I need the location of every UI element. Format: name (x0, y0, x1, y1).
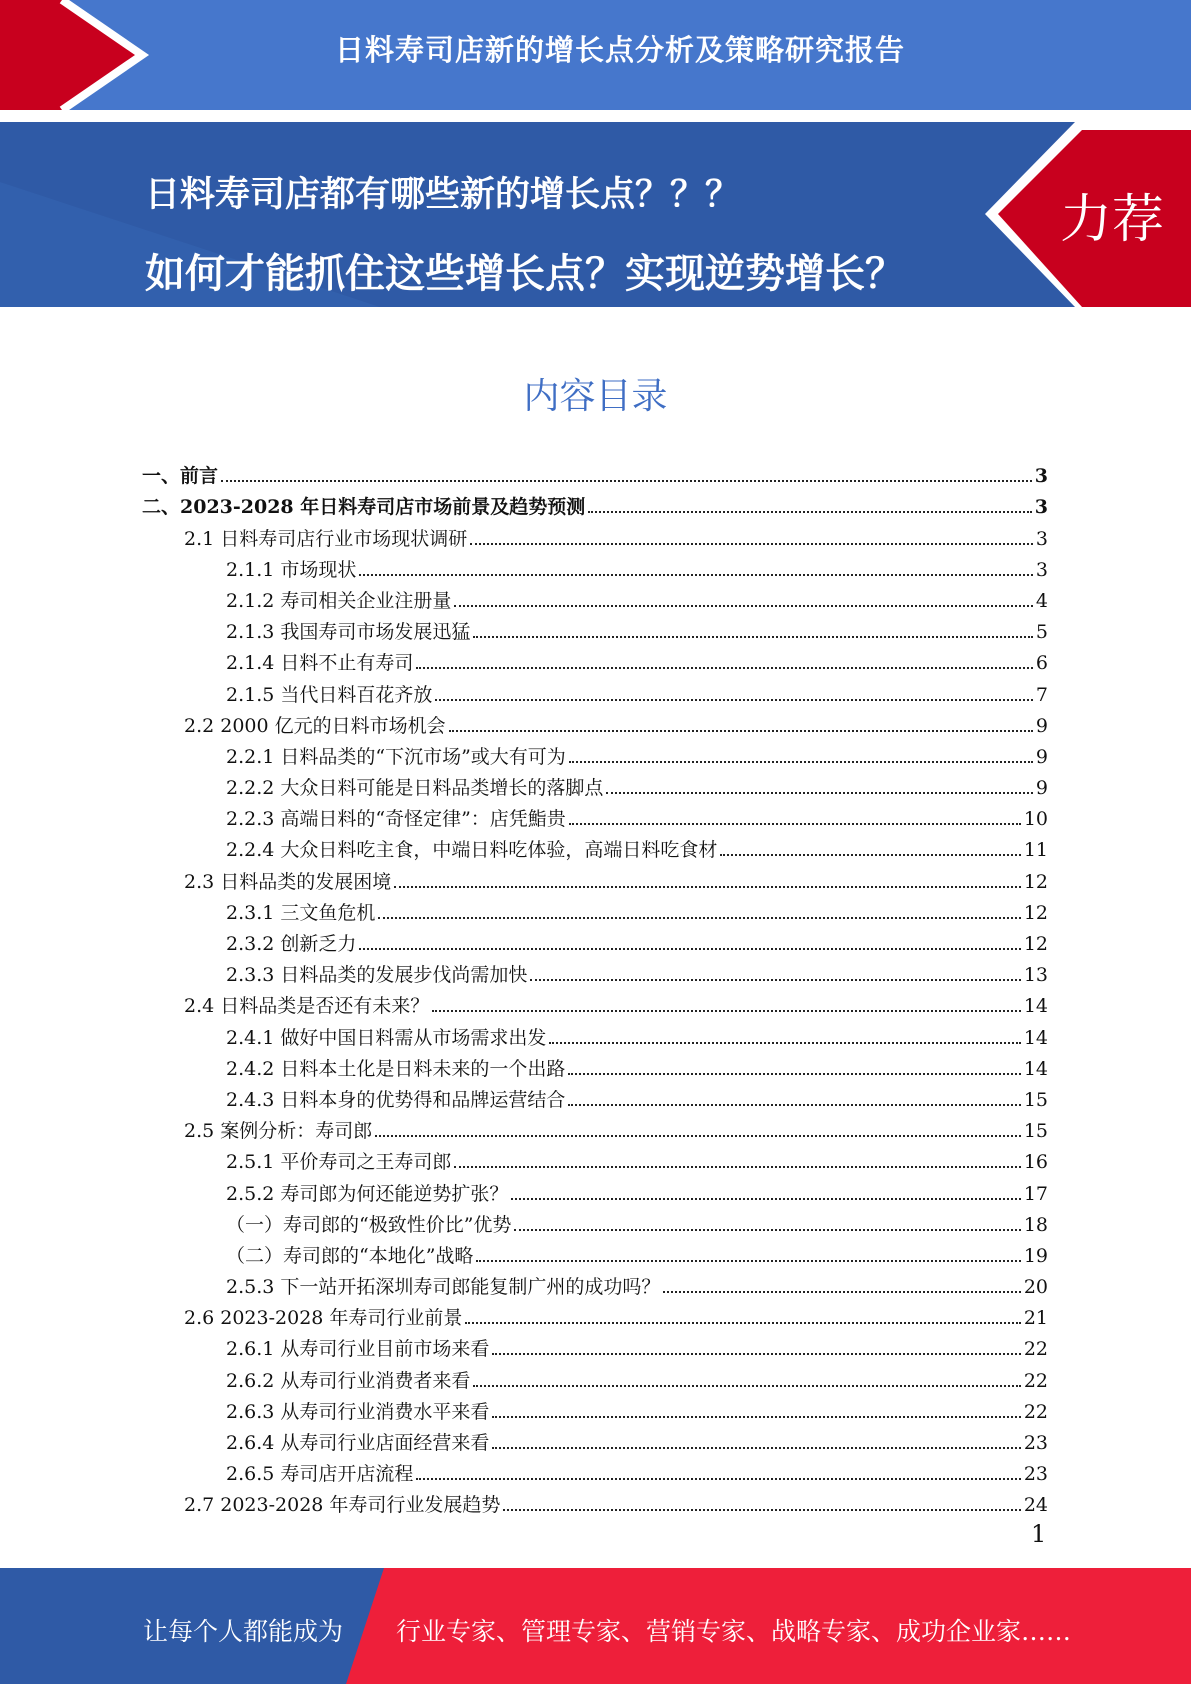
toc-entry-label: 2.6 2023-2028 年寿司行业前景 (184, 1307, 463, 1330)
toc-leader-dots (378, 917, 1020, 919)
toc-leader-dots (449, 730, 1033, 732)
toc-entry-label: 2.2 2000 亿元的日料市场机会 (184, 714, 446, 737)
toc-leader-dots (511, 1198, 1020, 1200)
toc-entry-label: 2.5.2 寿司郎为何还能逆势扩张？ (226, 1182, 509, 1205)
toc-entry-page: 9 (1035, 714, 1048, 737)
toc-entry[interactable] (142, 645, 1048, 676)
toc-entry-label: 2.4 日料品类是否还有未来？ (184, 995, 430, 1018)
toc-entry[interactable] (142, 1362, 1048, 1393)
toc-entry-label: 2.2.2 大众日料可能是日料品类增长的落脚点 (226, 777, 604, 800)
table-of-contents (142, 458, 1048, 1518)
toc-entry-page: 12 (1023, 870, 1048, 893)
toc-entry-label: 2.3.3 日料品类的发展步伐尚需加快 (226, 964, 528, 987)
toc-entry-label: 2.4.3 日料本身的优势得和品牌运营结合 (226, 1088, 566, 1111)
toc-entry-label: 2.3.2 创新乏力 (226, 933, 357, 955)
toc-leader-dots (359, 948, 1020, 950)
toc-entry-page: 14 (1023, 1026, 1048, 1049)
toc-leader-dots (549, 1042, 1020, 1044)
toc-entry[interactable] (142, 1300, 1048, 1331)
toc-entry-page: 15 (1023, 1088, 1048, 1111)
toc-leader-dots (569, 823, 1021, 825)
toc-entry-page: 6 (1035, 652, 1048, 675)
footer-roles: 行业专家、管理专家、营销专家、战略专家、成功企业家…… (396, 1617, 1072, 1646)
toc-leader-dots (473, 1385, 1020, 1387)
toc-entry-label: 2.6.2 从寿司行业消费者来看 (226, 1369, 471, 1392)
toc-entry[interactable] (142, 988, 1048, 1019)
toc-entry[interactable] (142, 1487, 1048, 1518)
toc-entry-page: 9 (1035, 745, 1048, 768)
toc-entry[interactable] (142, 1456, 1048, 1487)
toc-entry-page: 21 (1023, 1307, 1048, 1330)
toc-entry[interactable] (142, 1113, 1048, 1144)
toc-entry-page: 3 (1034, 465, 1048, 488)
toc-entry[interactable] (142, 957, 1048, 988)
toc-entry[interactable] (142, 1269, 1048, 1300)
toc-leader-dots (375, 1135, 1021, 1137)
recommend-badge: 力荐 (1060, 190, 1165, 250)
toc-entry-page: 4 (1035, 589, 1048, 612)
toc-entry-label: 2.4.2 日料本土化是日料未来的一个出路 (226, 1057, 566, 1080)
toc-leader-dots (514, 1229, 1020, 1231)
toc-entry[interactable] (142, 614, 1048, 645)
toc-entry-page: 24 (1023, 1494, 1048, 1517)
toc-entry[interactable] (142, 552, 1048, 583)
toc-entry-label: 2.7 2023-2028 年寿司行业发展趋势 (184, 1494, 501, 1517)
toc-entry[interactable] (142, 895, 1048, 926)
toc-entry-label: 2.1.5 当代日料百花齐放 (226, 683, 433, 706)
toc-leader-dots (503, 1509, 1020, 1511)
toc-entry[interactable] (142, 801, 1048, 832)
toc-entry-label: 二、2023-2028 年日料寿司店市场前景及趋势预测 (142, 496, 586, 519)
toc-entry-label: （二）寿司郎的“本地化”战略 (226, 1244, 474, 1267)
toc-entry[interactable] (142, 1331, 1048, 1362)
toc-entry-label: 2.6.3 从寿司行业消费水平来看 (226, 1400, 490, 1423)
toc-leader-dots (663, 1291, 1020, 1293)
toc-entry[interactable] (142, 926, 1048, 957)
toc-entry-page: 9 (1035, 777, 1048, 800)
toc-entry[interactable] (142, 832, 1048, 863)
toc-leader-dots (221, 480, 1032, 482)
toc-entry[interactable] (142, 1019, 1048, 1050)
toc-leader-dots (492, 1416, 1020, 1418)
toc-entry-page: 3 (1034, 496, 1048, 519)
toc-entry-label: 2.1.2 寿司相关企业注册量 (226, 589, 452, 612)
toc-leader-dots (720, 854, 1020, 856)
toc-entry[interactable] (142, 458, 1048, 489)
toc-entry-label: 2.4.1 做好中国日料需从市场需求出发 (226, 1026, 547, 1049)
toc-entry-page: 5 (1035, 621, 1048, 644)
toc-leader-dots (492, 1447, 1020, 1449)
toc-entry-page: 19 (1023, 1244, 1048, 1267)
toc-entry-page: 23 (1023, 1432, 1048, 1454)
toc-entry[interactable] (142, 583, 1048, 614)
toc-leader-dots (606, 792, 1033, 794)
toc-leader-dots (416, 1478, 1020, 1480)
footer-banner (0, 1568, 1191, 1684)
toc-entry[interactable] (142, 1082, 1048, 1113)
toc-title: 内容目录 (523, 376, 668, 417)
toc-entry[interactable] (142, 520, 1048, 551)
toc-entry-label: 2.5.1 平价寿司之王寿司郎 (226, 1151, 452, 1174)
toc-entry[interactable] (142, 1207, 1048, 1238)
report-title: 日料寿司店新的增长点分析及策略研究报告 (334, 33, 905, 67)
toc-entry-page: 22 (1023, 1369, 1048, 1392)
toc-entry[interactable] (142, 1394, 1048, 1425)
toc-leader-dots (476, 1260, 1020, 1262)
toc-entry-label: 2.6.5 寿司店开店流程 (226, 1463, 414, 1486)
toc-leader-dots (530, 979, 1020, 981)
hero-banner (0, 122, 1191, 307)
toc-entry-label: 2.5.3 下一站开拓深圳寿司郎能复制广州的成功吗？ (226, 1276, 661, 1299)
toc-entry-page: 3 (1035, 558, 1048, 581)
toc-entry-page: 14 (1023, 1057, 1048, 1080)
toc-entry-label: 2.2.3 高端日料的“奇怪定律”：店凭鮨贵 (226, 808, 566, 831)
toc-leader-dots (473, 636, 1033, 638)
toc-entry-label: （一）寿司郎的“极致性价比”优势 (226, 1213, 512, 1236)
toc-entry[interactable] (142, 1144, 1048, 1175)
hero-question-growth-points: 日料寿司店都有哪些新的增长点？？？ (145, 175, 741, 215)
toc-entry-page: 15 (1023, 1120, 1048, 1143)
toc-entry-page: 14 (1023, 995, 1048, 1018)
toc-entry[interactable] (142, 863, 1048, 894)
toc-leader-dots (588, 511, 1032, 513)
toc-entry-page: 13 (1023, 964, 1048, 987)
toc-entry-page: 23 (1023, 1463, 1048, 1486)
toc-entry[interactable] (142, 1175, 1048, 1206)
page-number: 1 (1031, 1520, 1047, 1548)
toc-leader-dots (470, 543, 1033, 545)
toc-leader-dots (454, 1166, 1020, 1168)
toc-entry-label: 2.3.1 三文鱼危机 (226, 901, 376, 924)
toc-entry[interactable] (142, 708, 1048, 739)
toc-entry-label: 2.6.1 从寿司行业目前市场来看 (226, 1338, 490, 1361)
toc-entry[interactable] (142, 1425, 1048, 1456)
toc-entry-label: 2.1.3 我国寿司市场发展迅猛 (226, 621, 471, 644)
toc-entry[interactable] (142, 739, 1048, 770)
toc-leader-dots (454, 605, 1033, 607)
toc-leader-dots (568, 1073, 1020, 1075)
toc-leader-dots (416, 667, 1033, 669)
toc-entry[interactable] (142, 770, 1048, 801)
toc-entry-page: 10 (1023, 808, 1048, 831)
toc-entry-page: 20 (1023, 1276, 1048, 1299)
toc-entry-label: 2.2.4 大众日料吃主食，中端日料吃体验，高端日料吃食材 (226, 839, 718, 862)
toc-entry-label: 2.1.1 市场现状 (226, 558, 357, 581)
hero-question-capture-growth: 如何才能抓住这些增长点？实现逆势增长？ (145, 251, 905, 297)
toc-leader-dots (569, 761, 1033, 763)
toc-entry[interactable] (142, 1238, 1048, 1269)
toc-entry-label: 2.6.4 从寿司行业店面经营来看 (226, 1432, 490, 1454)
toc-entry-page: 17 (1023, 1182, 1048, 1205)
toc-entry-page: 12 (1023, 933, 1048, 955)
toc-entry-page: 7 (1035, 683, 1048, 706)
toc-entry-page: 16 (1023, 1151, 1048, 1174)
toc-entry-page: 11 (1023, 839, 1048, 862)
toc-entry-label: 2.1.4 日料不止有寿司 (226, 652, 414, 675)
toc-entry-page: 22 (1023, 1338, 1048, 1361)
toc-entry-label: 2.2.1 日料品类的“下沉市场”或大有可为 (226, 745, 566, 768)
toc-entry-label: 2.1 日料寿司店行业市场现状调研 (184, 527, 468, 550)
header-banner (0, 0, 1191, 110)
toc-leader-dots (432, 1010, 1021, 1012)
toc-entry-page: 22 (1023, 1400, 1048, 1423)
toc-entry-label: 2.5 案例分析：寿司郎 (184, 1120, 373, 1143)
toc-leader-dots (359, 574, 1033, 576)
toc-entry[interactable] (142, 489, 1048, 520)
toc-entry-page: 3 (1035, 527, 1048, 550)
toc-entry-page: 18 (1023, 1213, 1048, 1236)
toc-entry-label: 2.3 日料品类的发展困境 (184, 870, 392, 893)
toc-entry[interactable] (142, 676, 1048, 707)
chevron-arrow-icon (0, 0, 160, 110)
toc-leader-dots (394, 886, 1021, 888)
footer-slogan: 让每个人都能成为 (143, 1617, 344, 1646)
toc-entry[interactable] (142, 1051, 1048, 1082)
toc-leader-dots (435, 699, 1033, 701)
toc-leader-dots (492, 1353, 1020, 1355)
toc-leader-dots (568, 1104, 1020, 1106)
toc-entry-label: 一、前言 (142, 465, 219, 488)
toc-entry-page: 12 (1023, 901, 1048, 924)
toc-leader-dots (465, 1322, 1020, 1324)
